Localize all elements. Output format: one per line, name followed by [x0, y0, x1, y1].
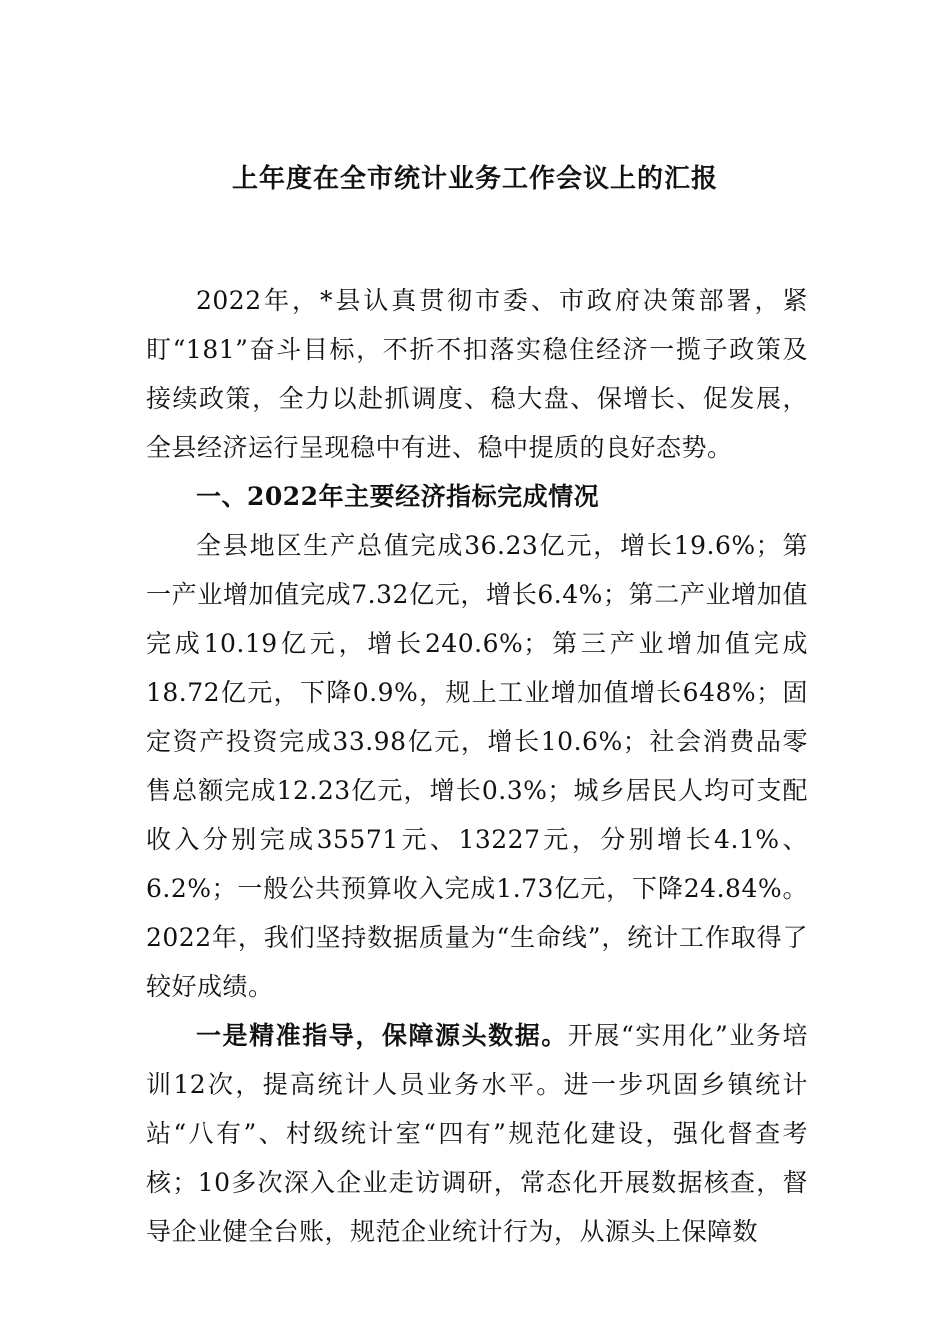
paragraph-lead-text: 一是精准指导，保障源头数据。 — [196, 1021, 568, 1050]
paragraph-indicators: 全县地区生产总值完成36.23亿元，增长19.6%；第一产业增加值完成7.32亿元，增长6.4%；第二产业增加值完成10.19亿元，增长240.6%；第三产业增加值完成18.72亿元，下降0.9%，规上工业增加值增长648%；固定资产投资完成33.98亿元，增长10.6%；社会消费品零售总额完成12.23亿元，增长0.3%；城乡居民人均可支配收入分别完成35571元、13227元，分别增长4.1%、6.2%；一般公共预算收入完成1.73亿元，下降24.84%。2022年，我们坚持数据质量为“生命线”，统计工作取得了较好成绩。 — [146, 531, 808, 1001]
section-heading-1: 一、2022年主要经济指标完成情况 — [196, 482, 600, 511]
paragraph-guidance — [146, 1011, 808, 1256]
document-title: 上年度在全市统计业务工作会议上的汇报 — [231, 164, 718, 194]
paragraph-body-text: 开展“实用化”业务培训12次，提高统计人员业务水平。进一步巩固乡镇统计站“八有”、村级统计室“四有”规范化建设，强化督查考核；10多次深入企业走访调研，常态化开展数据核查，督导企业健全台账，规范企业统计行为，从源头上保障数 — [146, 1021, 808, 1246]
paragraph-intro: 2022年，*县认真贯彻市委、市政府决策部署，紧盯“181”奋斗目标，不折不扣落实稳住经济一揽子政策及接续政策，全力以赴抓调度、稳大盘、保增长、促发展，全县经济运行呈现稳中有进、稳中提质的良好态势。 — [146, 286, 808, 462]
document-body — [146, 276, 808, 1256]
